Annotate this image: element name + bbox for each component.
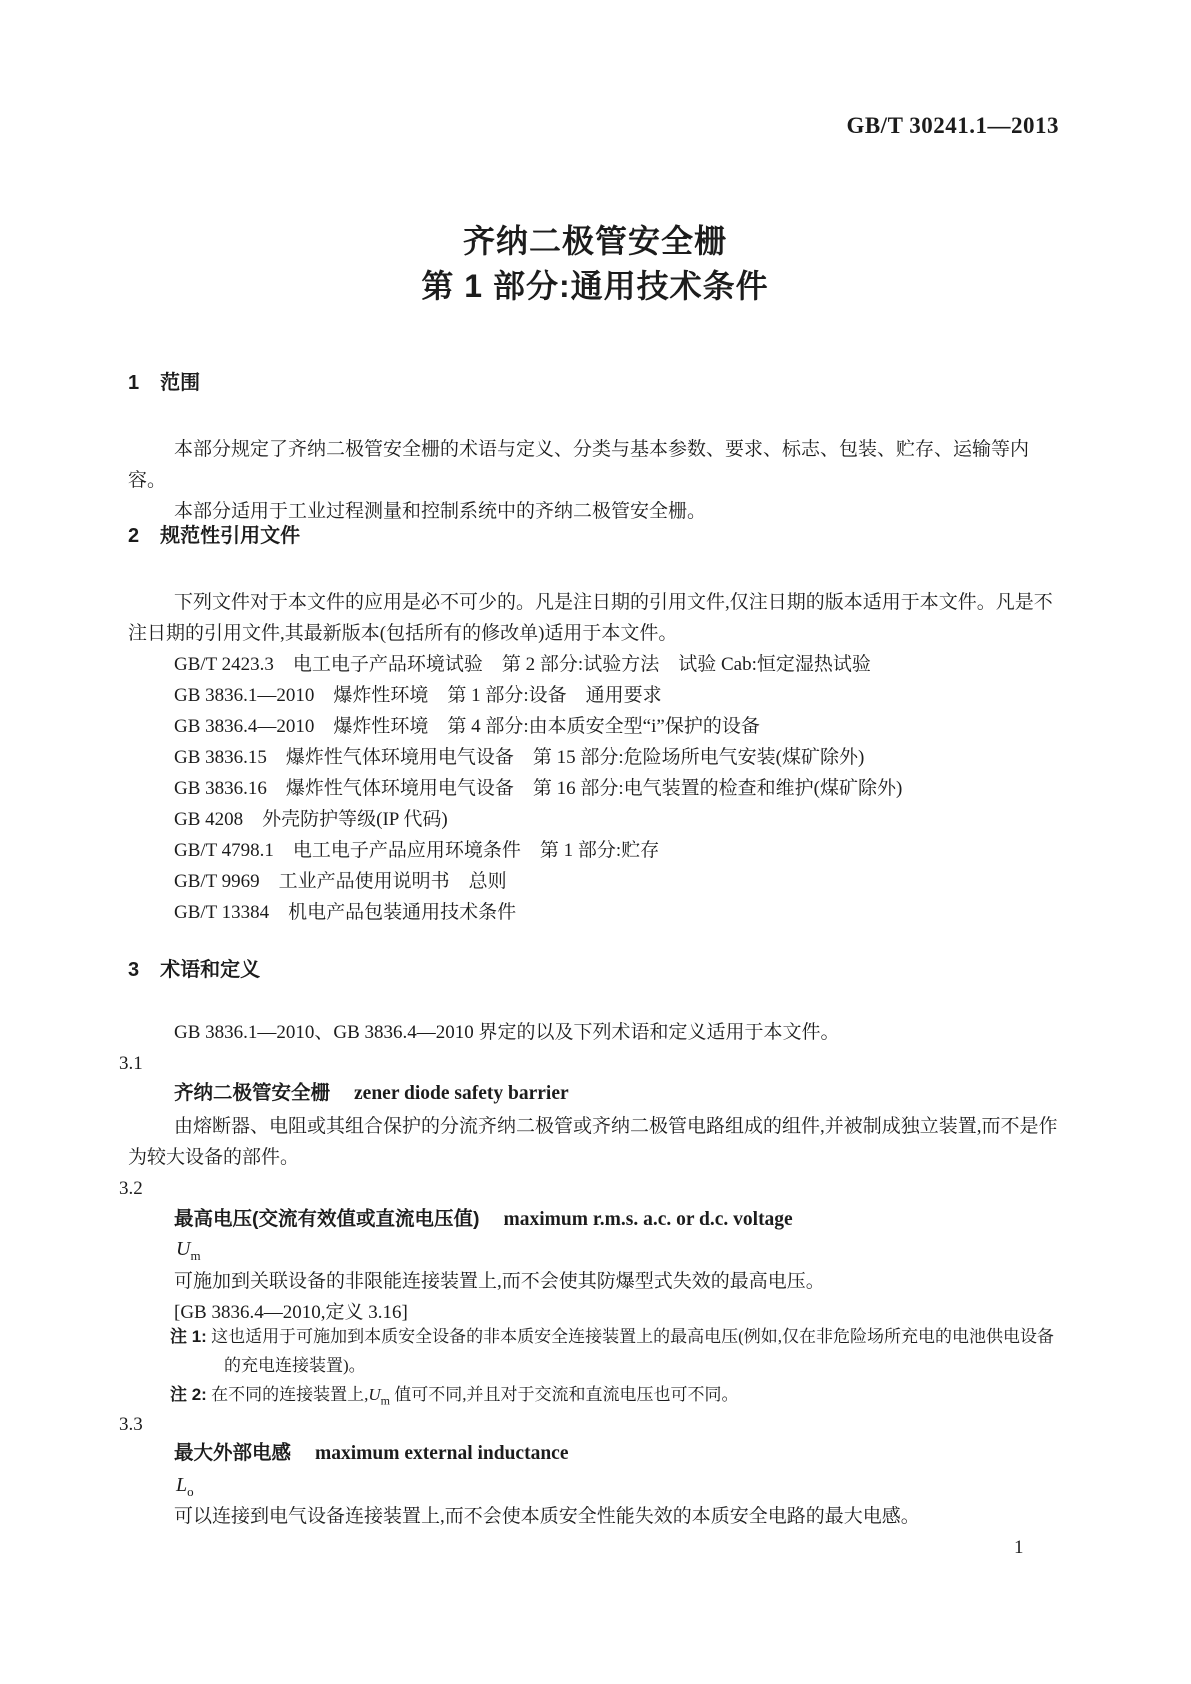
note-2-text-post: 值可不同,并且对于交流和直流电压也可不同。 xyxy=(389,1385,739,1404)
section-2-title: 规范性引用文件 xyxy=(160,525,301,547)
title-line-1: 齐纳二极管安全栅 xyxy=(462,223,727,259)
term-3-2-definition: 可施加到关联设备的非限能连接装置上,而不会使其防爆型式失效的最高电压。 xyxy=(174,1271,825,1292)
term-3-2-source: [GB 3836.4—2010,定义 3.16] xyxy=(174,1302,408,1323)
note-2-symbol: U xyxy=(368,1385,381,1404)
reference-item: GB 3836.15 爆炸性气体环境用电气设备 第 15 部分:危险场所电气安装(煤矿除外) xyxy=(174,747,865,768)
section-1-title: 范围 xyxy=(160,372,201,394)
section-2-intro: 下列文件对于本文件的应用是必不可少的。凡是注日期的引用文件,仅注日期的版本适用于本文件。凡是不注日期的引用文件,其最新版本(包括所有的修改单)适用于本文件。 xyxy=(128,592,1053,644)
term-3-2-zh: 最高电压(交流有效值或直流电压值) xyxy=(174,1208,480,1230)
section-2-heading xyxy=(128,524,1062,548)
symbol-subscript: o xyxy=(187,1484,194,1499)
term-3-1-heading xyxy=(128,1078,1108,1110)
symbol-subscript: m xyxy=(190,1248,201,1263)
reference-item: GB/T 9969 工业产品使用说明书 总则 xyxy=(174,871,507,892)
page-number: 1 xyxy=(1014,1537,1024,1558)
reference-item: GB 3836.16 爆炸性气体环境用电气设备 第 16 部分:电气装置的检查和维护(煤矿除外) xyxy=(174,778,903,799)
symbol-letter: U xyxy=(176,1238,191,1260)
term-3-3-definition-block xyxy=(128,1501,1062,1532)
term-3-3-en: maximum external inductance xyxy=(315,1443,569,1464)
reference-item: GB 4208 外壳防护等级(IP 代码) xyxy=(174,809,448,830)
section-3-heading xyxy=(128,958,1062,982)
document-title xyxy=(128,219,1062,309)
symbol-letter: L xyxy=(176,1474,188,1496)
reference-item: GB/T 13384 机电产品包装通用技术条件 xyxy=(174,902,517,923)
section-1-paragraph-2: 本部分适用于工业过程测量和控制系统中的齐纳二极管安全栅。 xyxy=(174,501,707,522)
section-3-title: 术语和定义 xyxy=(160,959,261,981)
reference-item: GB 3836.1—2010 爆炸性环境 第 1 部分:设备 通用要求 xyxy=(174,685,662,706)
term-3-3-zh: 最大外部电感 xyxy=(174,1442,292,1464)
note-2-label: 注 2: xyxy=(170,1385,207,1404)
term-3-1-id: 3.1 xyxy=(119,1053,143,1074)
note-1-text: 这也适用于可施加到本质安全设备的非本质安全连接装置上的最高电压(例如,仅在非危险场所充电的电池供电设备的充电连接装置)。 xyxy=(211,1327,1055,1375)
section-1-heading xyxy=(128,371,1062,395)
term-3-3-heading xyxy=(128,1438,1108,1470)
section-3-intro-block xyxy=(128,1017,1062,1048)
section-1-body xyxy=(128,434,1062,527)
note-2-symbol-subscript: m xyxy=(380,1393,390,1408)
section-3-intro: GB 3836.1—2010、GB 3836.4—2010 界定的以及下列术语和定义适用于本文件。 xyxy=(174,1022,840,1043)
term-3-3-id: 3.3 xyxy=(119,1414,143,1435)
term-3-1-definition: 由熔断器、电阻或其组合保护的分流齐纳二极管或齐纳二极管电路组成的组件,并被制成独立装置,而不是作为较大设备的部件。 xyxy=(128,1116,1058,1168)
reference-item: GB 3836.4—2010 爆炸性环境 第 4 部分:由本质安全型“i”保护的设备 xyxy=(174,716,760,737)
section-2-body xyxy=(128,587,1062,928)
term-3-2-definition-block xyxy=(128,1266,1062,1297)
reference-item: GB/T 4798.1 电工电子产品应用环境条件 第 1 部分:贮存 xyxy=(174,840,660,861)
term-3-2-heading xyxy=(128,1204,1108,1236)
term-3-2-notes xyxy=(128,1322,1062,1415)
doc-number: GB/T 30241.1—2013 xyxy=(846,113,1059,138)
section-1-number: 1 xyxy=(128,372,140,394)
term-3-3-definition: 可以连接到电气设备连接装置上,而不会使本质安全性能失效的本质安全电路的最大电感。 xyxy=(174,1506,920,1527)
term-3-2-id: 3.2 xyxy=(119,1178,143,1199)
section-2-number: 2 xyxy=(128,525,140,547)
reference-item: GB/T 2423.3 电工电子产品环境试验 第 2 部分:试验方法 试验 Cab:恒定湿热试验 xyxy=(174,654,871,675)
note-2-text-pre: 在不同的连接装置上, xyxy=(211,1385,369,1404)
section-3-number: 3 xyxy=(128,959,140,981)
term-3-2-en: maximum r.m.s. a.c. or d.c. voltage xyxy=(503,1209,793,1230)
section-1-paragraph-1: 本部分规定了齐纳二极管安全栅的术语与定义、分类与基本参数、要求、标志、包装、贮存、运输等内容。 xyxy=(128,439,1030,491)
term-3-1-en: zener diode safety barrier xyxy=(354,1083,569,1104)
title-line-2: 第 1 部分:通用技术条件 xyxy=(421,268,769,304)
term-3-1-zh: 齐纳二极管安全栅 xyxy=(174,1082,331,1104)
note-1-label: 注 1: xyxy=(170,1327,207,1346)
note-1 xyxy=(170,1322,1062,1380)
term-3-1-definition-block xyxy=(128,1111,1062,1173)
